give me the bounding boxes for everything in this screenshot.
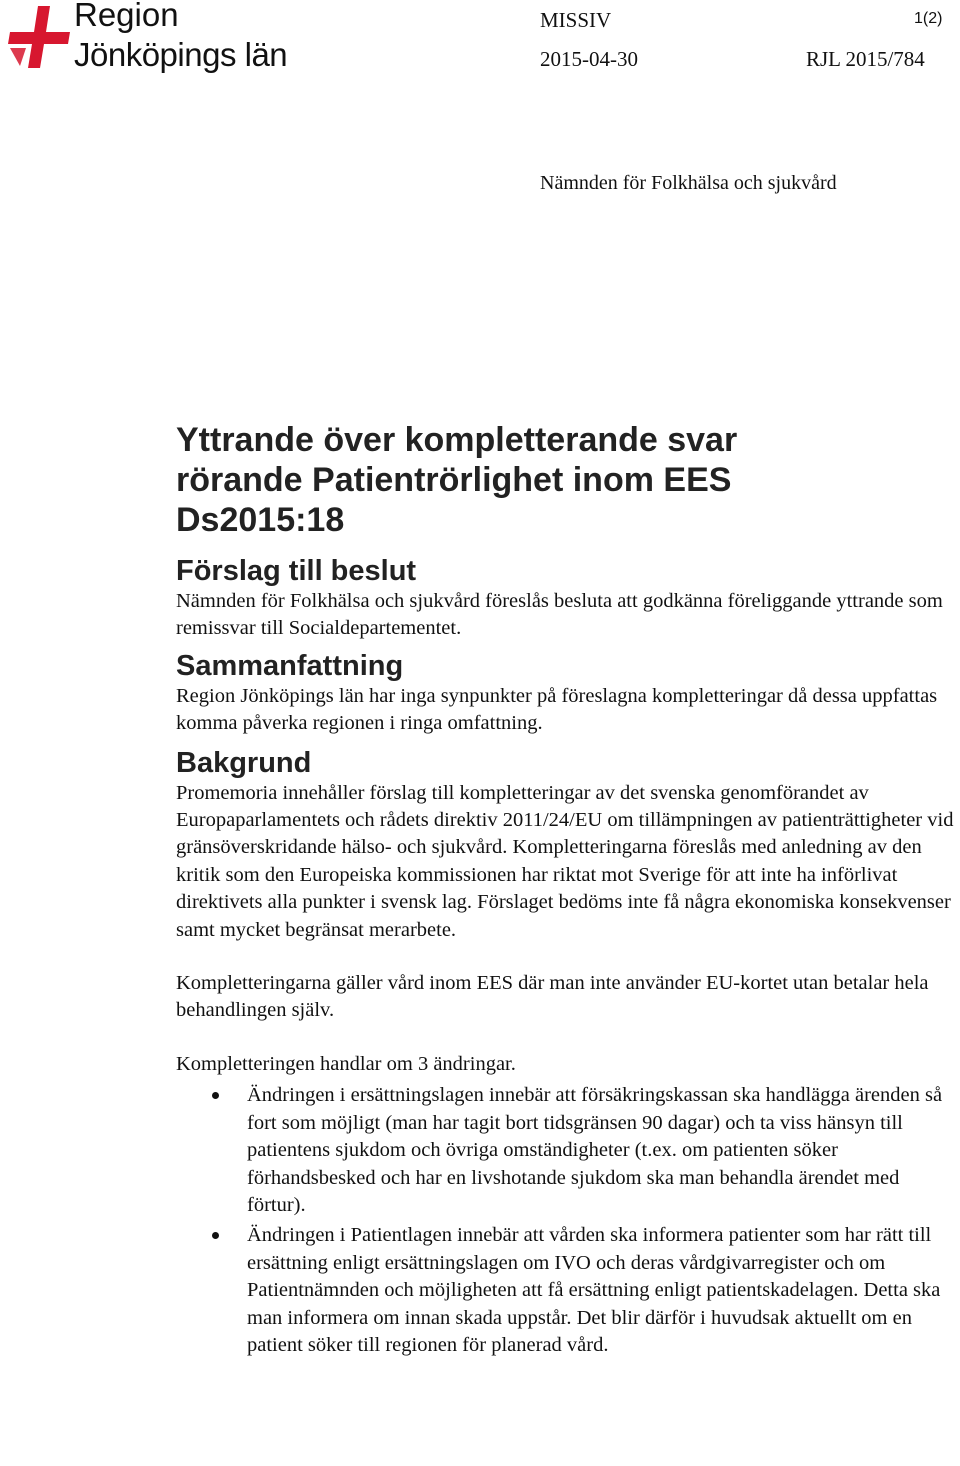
bakgrund-paragraph: Kompletteringen handlar om 3 ändringar. bbox=[176, 1052, 516, 1075]
heading-forslag: Förslag till beslut bbox=[176, 555, 417, 587]
heading-bakgrund: Bakgrund bbox=[176, 746, 312, 779]
region-logo bbox=[0, 0, 300, 80]
recipient: Nämnden för Folkhälsa och sjukvård bbox=[540, 172, 837, 194]
document-type: MISSIV bbox=[540, 8, 612, 32]
title-line: Ds2015:18 bbox=[176, 501, 345, 539]
bakgrund-paragraph: Kompletteringarna gäller vård inom EES där man inte använder EU-kortet utan betalar hela behandlingen själv. bbox=[176, 972, 929, 1022]
list-item bbox=[176, 1082, 960, 1219]
heading-sammanfattning: Sammanfattning bbox=[176, 649, 404, 682]
title-line: Yttrande över kompletterande svar bbox=[176, 421, 738, 459]
list-item-text: Ändringen i Patientlagen innebär att vården ska informera patienter som har rätt till ersättning enligt ersättningslagen om IVO och deras vårdgivarregister och om Patientnämnden och möjligheten att få ersättning enligt patientskadelagen. Detta ska man informera om innan skada uppstår. Det blir därför i huvudsak aktuellt om en patient söker till regionen för planerad vård. bbox=[247, 1224, 941, 1356]
document-reference: RJL 2015/784 bbox=[806, 47, 925, 71]
page-number: 1(2) bbox=[914, 10, 943, 27]
sammanfattning-text: Region Jönköpings län har inga synpunkter på föreslagna kompletteringar då dessa uppfattas komma påverka regionen i ringa omfattning. bbox=[176, 684, 938, 735]
list-item bbox=[176, 1222, 960, 1359]
title-line: rörande Patientrörlighet inom EES bbox=[176, 461, 732, 499]
document-body bbox=[176, 420, 960, 1362]
logo-county-text: Jönköpings län bbox=[74, 36, 288, 73]
document-date: 2015-04-30 bbox=[540, 47, 638, 71]
bullet-icon bbox=[212, 1232, 219, 1239]
bakgrund-paragraph: Promemoria innehåller förslag till kompletteringar av det svenska genomförandet av Europaparlamentets och rådets direktiv 2011/24/EU om tillämpningen av patienträttigheter vid gränsöverskridande hälso- och sjukvård. Kompletteringarna föreslås med anledning av den kritik som den Europeiska kommissionen har riktat mot Sverige för att inte ha införlivat direktivets alla punkter i svensk lag. Förslaget bedöms inte få några ekonomiska konsekvenser samt mycket begränsat merarbete. bbox=[176, 781, 954, 941]
logo-region-text: Region bbox=[74, 0, 179, 33]
forslag-text: Nämnden för Folkhälsa och sjukvård föreslås besluta att godkänna föreliggande yttrande som remissvar till Socialdepartementet. bbox=[176, 590, 943, 640]
document-title bbox=[176, 420, 960, 540]
list-item-text: Ändringen i ersättningslagen innebär att försäkringskassan ska handlägga ärenden så fort som möjligt (man har tagit bort tidsgränsen 90 dagar) och ta viss hänsyn till patientens sjukdom och övriga omständigheter (t.ex. om patienten söker förhandsbesked och har en livshotande sjukdom ska man behandla ärendet med förtur). bbox=[247, 1084, 943, 1216]
bullet-icon bbox=[212, 1092, 219, 1099]
region-cross-logo-icon bbox=[2, 4, 72, 72]
changes-list bbox=[176, 1082, 960, 1359]
